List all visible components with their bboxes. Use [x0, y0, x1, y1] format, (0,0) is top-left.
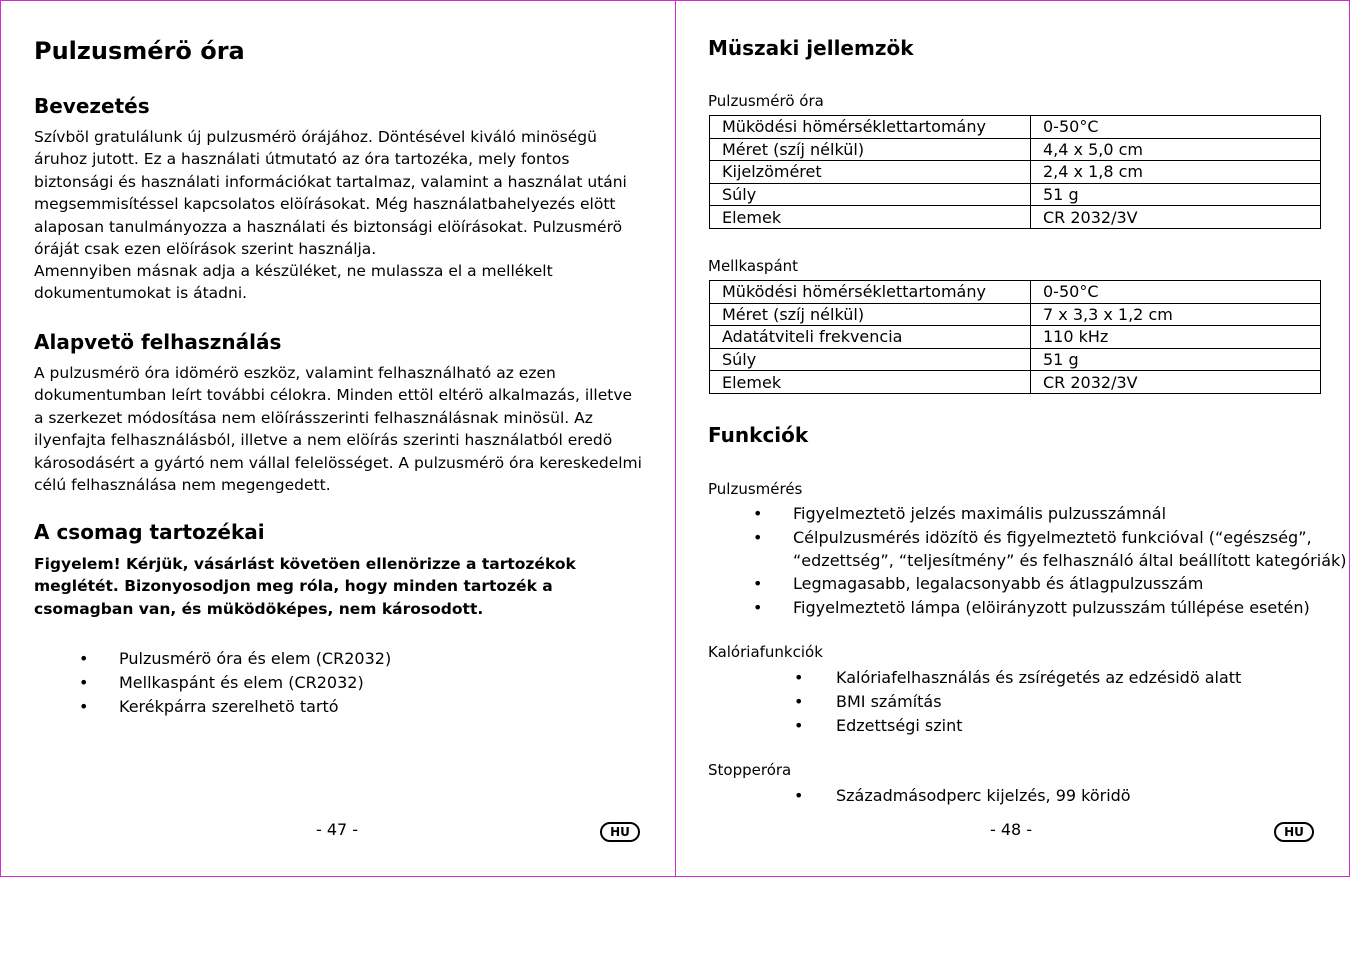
table-row: Elemek CR 2032/3V	[710, 371, 1321, 394]
bullet-icon: •	[79, 649, 89, 668]
table-row: Méret (szíj nélkül) 4,4 x 5,0 cm	[710, 138, 1321, 161]
functions-heading: Funkciók	[708, 423, 809, 447]
list-item: • Legmagasabb, legalacsonyabb és átlagpulzusszám	[753, 574, 1204, 593]
list-item: • Célpulzusmérés idözítö és figyelmeztetö funkcióval (“egészség”,	[753, 528, 1312, 547]
table-row: Müködési hömérséklettartomány 0-50°C	[710, 116, 1321, 139]
package-heading: A csomag tartozékai	[34, 520, 265, 544]
table-row: Adatátviteli frekvencia 110 kHz	[710, 326, 1321, 349]
language-badge: HU	[1274, 822, 1314, 842]
bullet-icon: •	[79, 697, 89, 716]
bullet-icon: •	[794, 668, 804, 687]
pulse-label: Pulzusmérés	[708, 480, 803, 498]
bullet-icon: •	[794, 786, 804, 805]
list-item: • Századmásodperc kijelzés, 99 köridö	[794, 786, 1131, 805]
page-number: - 47 -	[316, 820, 359, 839]
list-item: • Kerékpárra szerelhetö tartó	[79, 697, 339, 716]
bullet-icon: •	[79, 673, 89, 692]
page-number: - 48 -	[990, 820, 1033, 839]
table-caption-watch: Pulzusmérö óra	[708, 92, 824, 110]
calorie-label: Kalóriafunkciók	[708, 643, 823, 661]
bullet-icon: •	[753, 574, 763, 593]
left-page	[0, 0, 676, 877]
table-row: Kijelzöméret 2,4 x 1,8 cm	[710, 161, 1321, 184]
spec-table-watch	[709, 115, 1321, 229]
bullet-icon: •	[753, 504, 763, 523]
list-item: • Mellkaspánt és elem (CR2032)	[79, 673, 364, 692]
right-page	[675, 0, 1350, 877]
list-item: • BMI számítás	[794, 692, 942, 711]
specs-heading: Müszaki jellemzök	[708, 36, 914, 60]
table-row: Müködési hömérséklettartomány 0-50°C	[710, 281, 1321, 304]
usage-paragraph: A pulzusmérö óra idömérö eszköz, valamint felhasználható az ezen dokumentumban leírt további célokra. Minden ettöl eltérö alkalmazás, illetve a szerkezet módosítása nem elöírásszerinti felhasználásnak minösül. Az ilyenfajta felhasználásból, illetve a nem elöírás szerinti használatból eredö károsodásért a gyártó nem vállal felelösséget. A pulzusmérö óra kereskedelmi célú felhasználása nem megengedett.	[34, 364, 642, 495]
bullet-icon: •	[753, 598, 763, 617]
bullet-icon: •	[753, 528, 763, 547]
table-row: Méret (szíj nélkül) 7 x 3,3 x 1,2 cm	[710, 303, 1321, 326]
intro-paragraph: Szívböl gratulálunk új pulzusmérö órájához. Döntésével kiváló minöségü áruhoz jutott. Ez a használati útmutató az óra tartozéka, mely fontos biztonsági és használati információkat tartalmaz, valamint a használat utáni megsemmisítéssel kapcsolatos elöírásokat. Még használatbahelyezés elött alaposan tanulmányozza a használati és biztonsági elöírásokat. Pulzusmérö óráját csak ezen elöírások szerint használja.	[34, 128, 627, 259]
table-row: Súly 51 g	[710, 348, 1321, 371]
package-warning: Figyelem! Kérjük, vásárlást követöen ellenörizze a tartozékok meglétét. Bizonyosodjon meg róla, hogy minden tartozék a csomagban van, és müködöképes, nem károsodott.	[34, 555, 576, 618]
table-row: Súly 51 g	[710, 183, 1321, 206]
list-item: • Figyelmeztetö jelzés maximális pulzusszámnál	[753, 504, 1167, 523]
bullet-icon: •	[794, 692, 804, 711]
language-badge: HU	[600, 822, 640, 842]
usage-heading: Alapvetö felhasználás	[34, 330, 282, 354]
stopwatch-label: Stopperóra	[708, 761, 792, 779]
list-item: • Figyelmeztetö lámpa (elöirányzott pulzusszám túllépése esetén)	[753, 598, 1310, 617]
list-item: • Kalóriafelhasználás és zsírégetés az edzésidö alatt	[794, 668, 1242, 687]
intro-paragraph-2: Amennyiben másnak adja a készüléket, ne mulassza el a mellékelt dokumentumokat is átadni.	[34, 262, 553, 303]
table-caption-chest-strap: Mellkaspánt	[708, 257, 799, 275]
list-item: • Edzettségi szint	[794, 716, 963, 735]
intro-heading: Bevezetés	[34, 94, 150, 118]
spec-table-chest-strap	[709, 280, 1321, 394]
bullet-icon: •	[794, 716, 804, 735]
page-title: Pulzusmérö óra	[34, 37, 245, 65]
list-item-continuation: “edzettség”, “teljesítmény” és felhasználó által beállított kategóriák)	[793, 551, 1347, 570]
list-item: • Pulzusmérö óra és elem (CR2032)	[79, 649, 392, 668]
table-row: Elemek CR 2032/3V	[710, 206, 1321, 229]
